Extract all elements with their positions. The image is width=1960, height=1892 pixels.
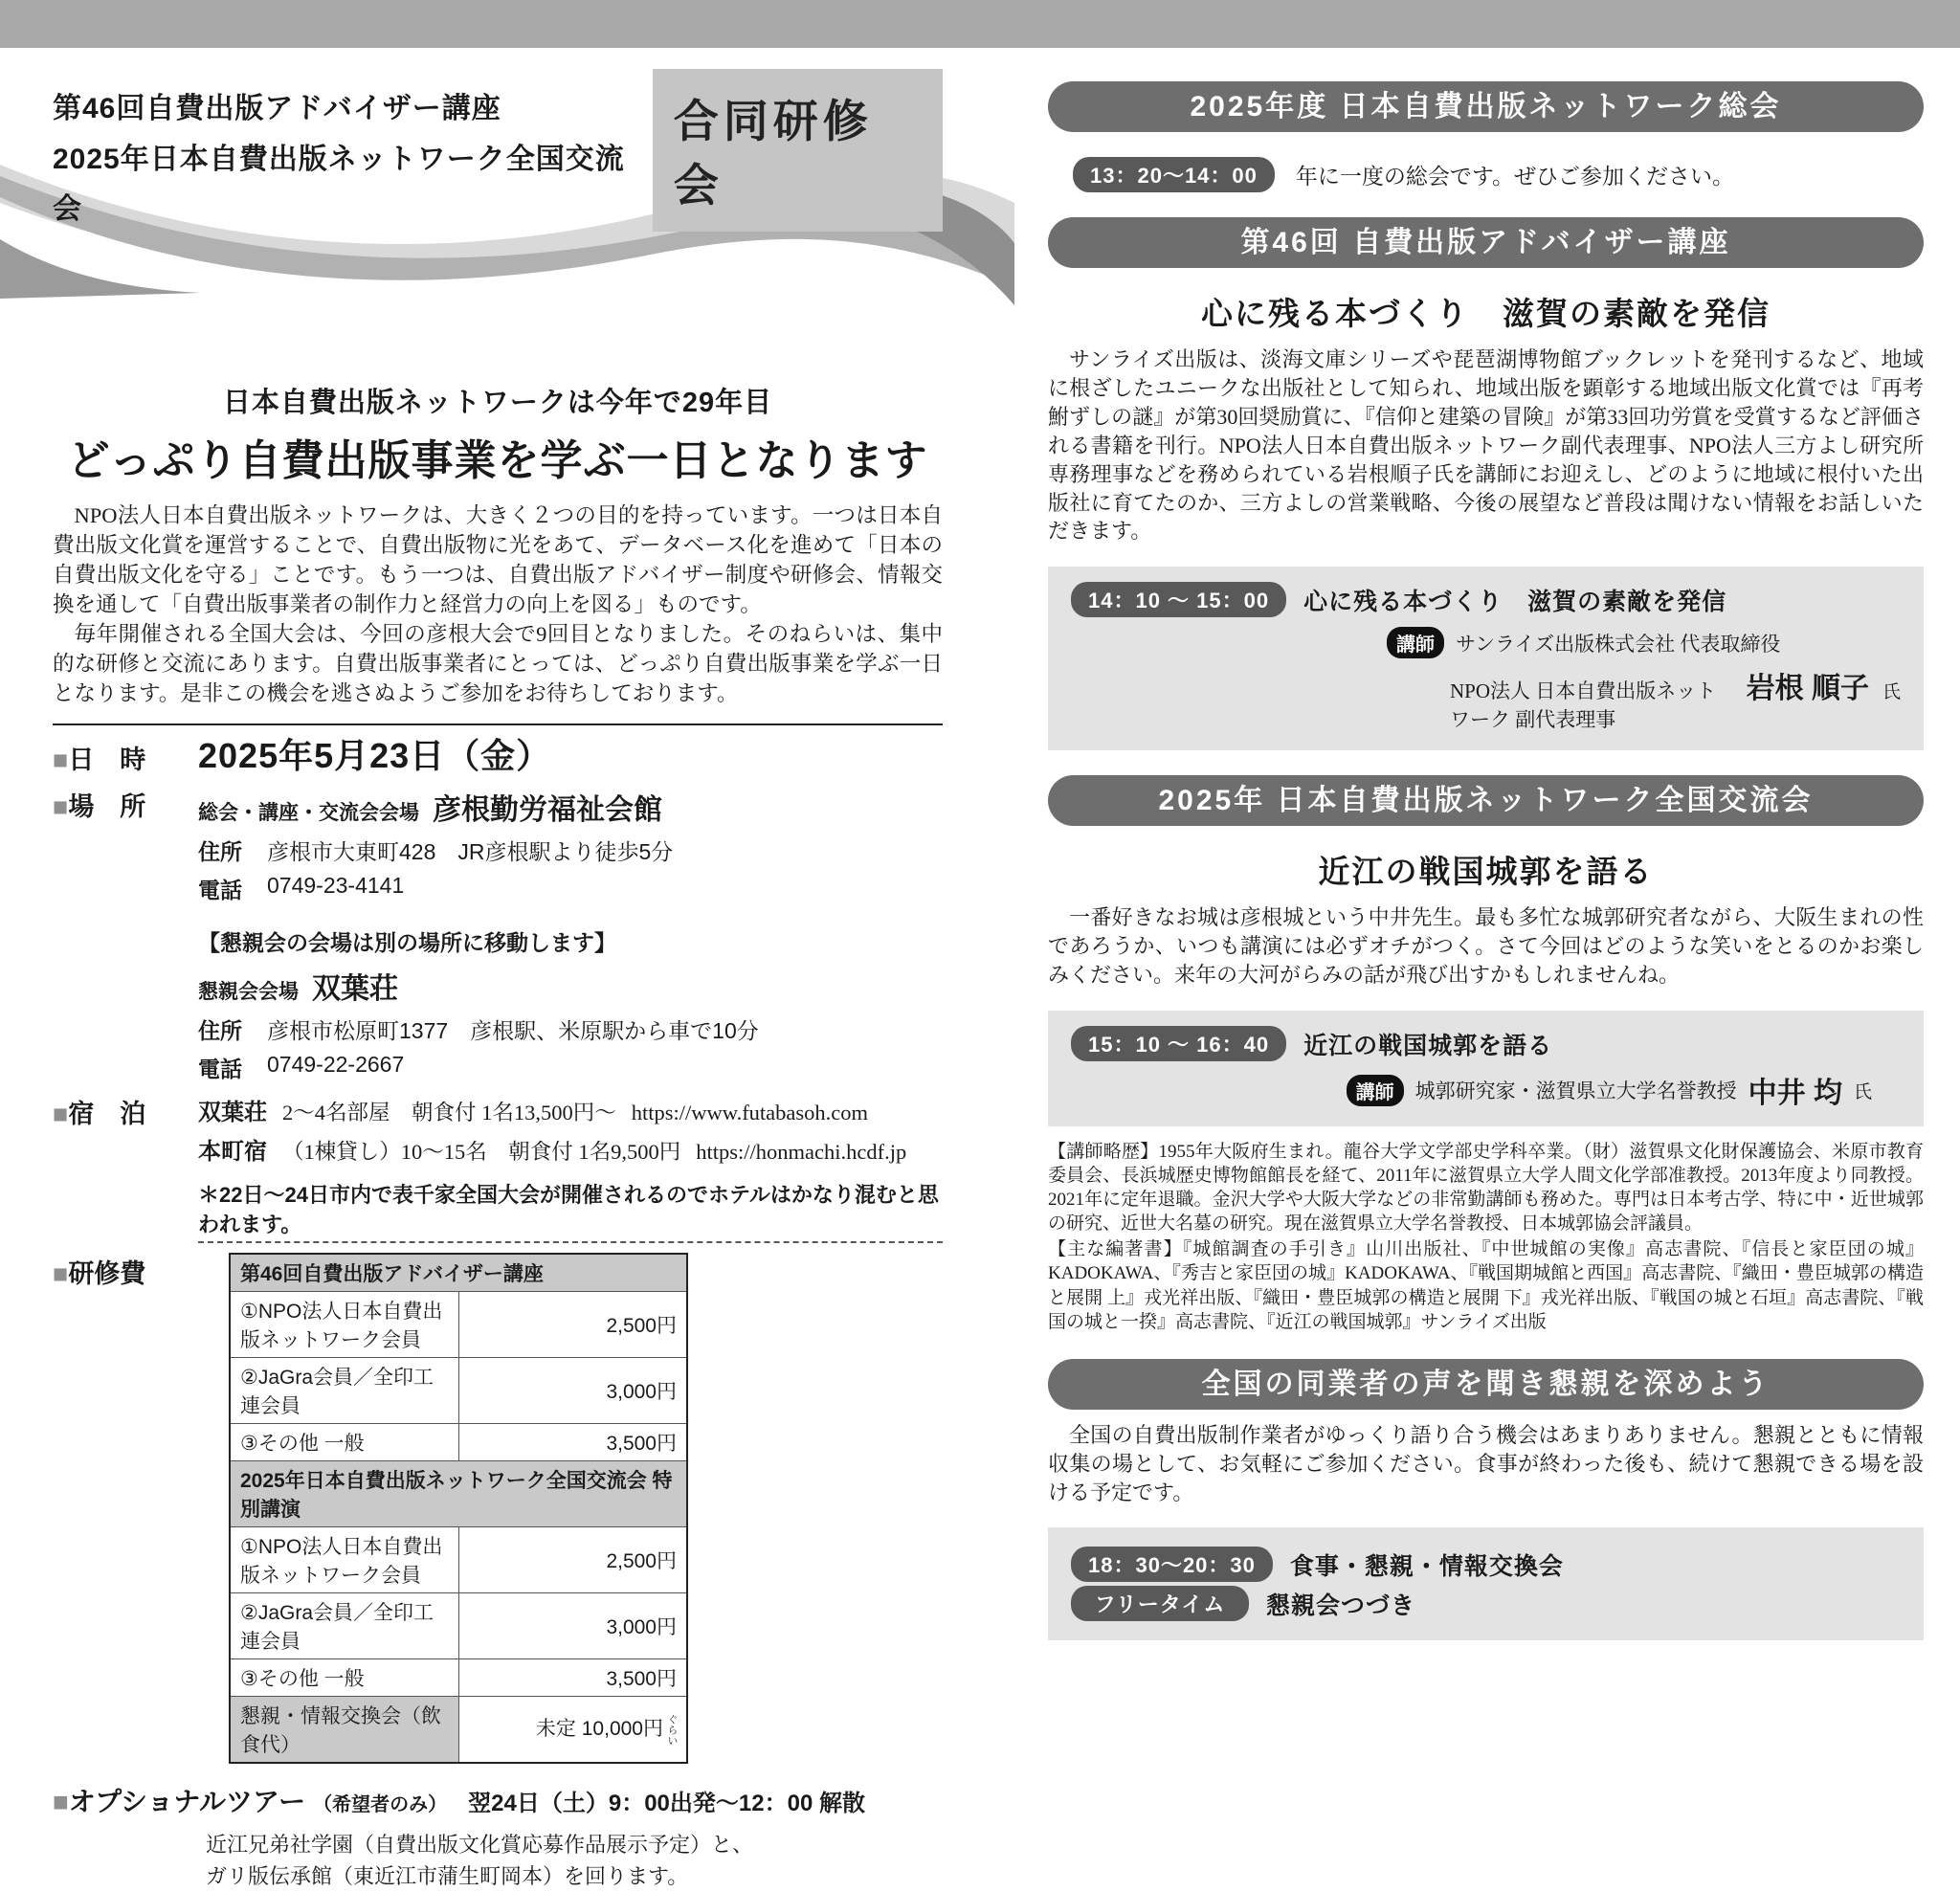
tour-description <box>206 1829 943 1892</box>
lecturer-badge: 講師 <box>1387 627 1444 658</box>
lodging-row <box>53 1093 943 1243</box>
lecturer-honorific: 氏 <box>1853 1081 1872 1102</box>
party-phone-line <box>198 1052 943 1083</box>
fee-section-header: 第46回自費出版アドバイザー講座 <box>230 1254 687 1292</box>
intro-paragraph-2: 毎年開催される全国大会は、今回の彦根大会で9回目となりました。そのねらいは、集中的な研修と交流にあります。自費出版事業者にとっては、どっぷり自費出版事業を学ぶ一日となります。是非この機会を逃さぬようご参加をお待ちしております。 <box>53 621 943 705</box>
tour-time: 翌24日（土）9：00出発～12：00 解散 <box>468 1790 865 1816</box>
exchange-schedule-box <box>1048 1011 1924 1126</box>
fee-item-price: 3,500円 <box>458 1423 687 1460</box>
place-label-text: 場 所 <box>68 791 146 821</box>
date-label-text: 日 時 <box>68 745 146 774</box>
lodging-detail-2: （1棟貸し）10～15名 朝食付 1名9,500円 <box>282 1139 681 1164</box>
place-label <box>53 786 198 1083</box>
lodging-label-text: 宿 泊 <box>68 1099 146 1128</box>
party-fee-price: 未定 10,000円 <box>535 1717 663 1740</box>
lecturer-bio: 【講師略歴】1955年大阪府生まれ。龍谷大学文学部史学科卒業。（財）滋賀県文化財保護協会、米原市教育委員会、長浜城歴史博物館館長を経て、2011年に滋賀県立大学人間文化学部准教授。2013年度より同教授。2021年に定年退職。金沢大学や大阪大学などの非常勤講師も務めた。専門は日本考古学、特に中・近世城郭の研究、近世大名墓の研究。現在滋賀県立大学名誉教授、日本城郭協会評議員。 <box>1048 1142 1924 1235</box>
fee-item-label: 懇親・情報交換会（飲食代） <box>230 1696 458 1763</box>
schedule-title: 食事・懇親・情報交換会 <box>1289 1552 1564 1580</box>
venue-name: 彦根勤労福祉会館 <box>433 793 662 826</box>
intro-block <box>53 381 943 487</box>
banner-national-exchange: 2025年 日本自費出版ネットワーク全国交流会 <box>1048 775 1924 826</box>
adviser-course-heading: 心に残る本づくり 滋賀の素敵を発信 <box>1201 296 1771 331</box>
square-marker-icon: ■ <box>53 1258 69 1288</box>
schedule-title-row <box>1071 1586 1901 1621</box>
fee-item-price <box>458 1696 687 1763</box>
venue-line <box>198 786 943 828</box>
venue-address-line <box>198 835 943 866</box>
table-row <box>230 1696 687 1763</box>
intro-main-title: どっぷり自費出版事業を学ぶ一日となります <box>67 436 928 484</box>
fees-table <box>229 1253 688 1764</box>
fee-item-label: ②JaGra会員／全印工連会員 <box>230 1592 458 1658</box>
venue-phone: 0749-23-4141 <box>267 872 405 898</box>
schedule-title: 近江の戦国城郭を語る <box>1303 1032 1553 1059</box>
fee-item-price: 3,000円 <box>458 1357 687 1423</box>
fees-label-text: 研修費 <box>68 1258 146 1288</box>
schedule-title: 懇親会つづき <box>1266 1592 1416 1619</box>
time-pill: 18：30～20：30 <box>1071 1547 1273 1582</box>
address-label: 住所 <box>198 1017 242 1043</box>
adviser-course-schedule-box <box>1048 567 1924 750</box>
lodging-line-2 <box>198 1132 943 1166</box>
lecturer-row <box>1071 1069 1872 1111</box>
time-pill: 15：10 ～ 16：40 <box>1071 1026 1286 1061</box>
social-schedule-box <box>1048 1527 1924 1640</box>
approx-note: ぐらい <box>666 1713 678 1746</box>
time-pill: 13：20～14：00 <box>1073 157 1275 192</box>
fee-item-label: ①NPO法人日本自費出版ネットワーク会員 <box>230 1526 458 1592</box>
table-row <box>230 1658 687 1696</box>
party-venue-caption: 懇親会会場 <box>198 980 299 1003</box>
top-gray-band <box>0 0 1960 48</box>
lecturer-badge: 講師 <box>1347 1075 1404 1106</box>
document-titles <box>53 59 653 235</box>
fees-row <box>53 1253 943 1764</box>
joint-seminar-badge: 合同研修会 <box>653 69 943 232</box>
table-row <box>230 1526 687 1592</box>
lecturer-row-2 <box>1450 664 1901 733</box>
fee-section-header: 2025年日本自費出版ネットワーク全国交流会 特別講演 <box>230 1460 687 1526</box>
fee-item-price: 2,500円 <box>458 1291 687 1357</box>
venue-address: 彦根市大東町428 JR彦根駅より徒歩5分 <box>267 838 674 864</box>
divider-rule <box>53 723 943 725</box>
phone-label: 電話 <box>198 1056 242 1081</box>
tour-label <box>53 1781 305 1819</box>
lodging-url-1[interactable]: https://www.futabasoh.com <box>631 1100 869 1124</box>
schedule-title-row <box>1071 582 1901 617</box>
schedule-title-row <box>1071 1547 1901 1582</box>
lecturer-affiliation-1: サンライズ出版株式会社 代表取締役 <box>1456 632 1781 656</box>
lecturer-name: 中井 均 <box>1748 1078 1842 1110</box>
party-venue-line <box>198 965 943 1007</box>
time-pill: 14：10 ～ 15：00 <box>1071 582 1286 617</box>
general-meeting-schedule <box>1073 157 1924 192</box>
table-row <box>230 1357 687 1423</box>
lecturer-works: 【主な編著書】『城館調査の手引き』山川出版社、『中世城館の実像』高志書院、『信長と家臣団の城』KADOKAWA、『秀吉と家臣団の城』KADOKAWA、『戦国期城館と西国』高志書院、『織田・豊臣城郭の構造と展開 上』戎光祥出版、『織田・豊臣城郭の構造と展開 下』戎光祥出版、『戦国の城と石垣』高志書院、『戦国の城と一揆』高志書院、『近江の戦国城郭』サンライズ出版 <box>1048 1239 1924 1332</box>
event-title-line2: 2025年日本自費出版ネットワーク全国交流会 <box>53 143 625 225</box>
party-phone: 0749-22-2667 <box>267 1051 405 1077</box>
place-row <box>53 786 943 1083</box>
optional-tour-row <box>53 1781 943 1892</box>
lodging-label <box>53 1093 198 1243</box>
lodging-name-1: 双葉荘 <box>198 1099 267 1125</box>
fee-item-label: ②JaGra会員／全印工連会員 <box>230 1357 458 1423</box>
adviser-course-paragraph: サンライズ出版は、淡海文庫シリーズや琵琶湖博物館ブックレットを発刊するなど、地域に根ざしたユニークな出版社として知られ、地域出版を顕彰する地域出版文化賞では『再考鮒ずしの謎』が第30回奨励賞に、『信仰と建築の冒険』が第33回功労賞を受賞するなど評価される書籍を刊行。NPO法人日本自費出版ネットワーク副代表理事、NPO法人三方よし研究所専務理事などを務められている岩根順子氏を講師にお迎えし、どのように地域に根付いた出版社に育てたのか、三方よしの営業戦略、今後の展望など普段は聞けない情報をお話しいただきます。 <box>1048 347 1924 544</box>
square-marker-icon: ■ <box>53 1099 69 1128</box>
lodging-line-1 <box>198 1093 943 1126</box>
lodging-name-2: 本町宿 <box>198 1138 267 1165</box>
fees-label <box>53 1253 198 1764</box>
party-venue-name: 双葉荘 <box>312 972 398 1005</box>
fee-item-label: ③その他 一般 <box>230 1658 458 1696</box>
lecturer-honorific: 氏 <box>1882 682 1901 703</box>
venue-phone-line <box>198 873 943 904</box>
party-address-line <box>198 1013 943 1045</box>
document-header <box>53 59 943 235</box>
exchange-paragraph: 一番好きなお城は彦根城という中井先生。最も多忙な城郭研究者ながら、大阪生まれの性であろうか、いつも講演には必ずオチがつく。さて今回はどのような笑いをとるのかお楽しみください。来年の大河がらみの話が飛び出すかもしれませんね。 <box>1048 905 1924 988</box>
lecturer-affiliation-2: NPO法人 日本自費出版ネットワーク 副代表理事 <box>1450 679 1717 732</box>
tour-sublabel: （希望者のみ） <box>313 1793 448 1815</box>
lecturer-affiliation: 城郭研究家・滋賀県立大学名誉教授 <box>1414 1080 1737 1103</box>
schedule-title: 心に残る本づくり 滋賀の素敵を発信 <box>1303 588 1727 615</box>
banner-adviser-course: 第46回 自費出版アドバイザー講座 <box>1048 217 1924 268</box>
square-marker-icon: ■ <box>53 1786 69 1816</box>
party-venue-notice: 【懇親会の会場は別の場所に移動します】 <box>198 929 616 955</box>
optional-tour-heading <box>53 1781 943 1819</box>
table-row <box>230 1254 687 1292</box>
venue-caption: 総会・講座・交流会会場 <box>198 801 419 824</box>
schedule-title-row <box>1071 1026 1901 1061</box>
table-row <box>230 1460 687 1526</box>
fee-item-price: 2,500円 <box>458 1526 687 1592</box>
lodging-detail-1: 2～4名部屋 朝食付 1名13,500円～ <box>282 1100 616 1124</box>
tour-label-text: オプショナルツアー <box>68 1786 306 1816</box>
lecturer-name: 岩根 順子 <box>1746 673 1869 705</box>
time-pill: フリータイム <box>1071 1586 1249 1621</box>
intro-paragraph-1: NPO法人日本自費出版ネットワークは、大きく２つの目的を持っています。一つは日本自費出版文化賞を運営することで、自費出版物に光をあて、データベース化を進めて「日本の自費出版文化を守る」ことです。もう一つは、自費出版アドバイザー制度や研修会、情報交換を通して「自費出版事業者の制作力と経営力の向上を図る」ものです。 <box>53 502 943 616</box>
tour-line-2: ガリ版伝承館（東近江市蒲生町岡本）を回ります。 <box>206 1863 689 1888</box>
tour-line-1: 近江兄弟社学園（自費出版文化賞応募作品展示予定）と、 <box>206 1832 754 1857</box>
social-paragraph: 全国の自費出版制作業者がゆっくり語り合う機会はあまりありません。懇親とともに情報収集の場として、お気軽にご参加ください。食事が終わった後も、続けて懇親できる場を設ける予定です。 <box>1048 1422 1924 1504</box>
fee-item-price: 3,500円 <box>458 1658 687 1696</box>
left-page <box>53 59 943 1892</box>
address-label: 住所 <box>198 838 242 864</box>
table-row <box>230 1423 687 1460</box>
lecturer-block <box>1387 627 1901 733</box>
lecturer-row <box>1387 627 1901 658</box>
exchange-heading: 近江の戦国城郭を語る <box>1318 854 1654 890</box>
hotel-congestion-note: ＊22日～24日市内で表千家全国大会が開催されるのでホテルはかなり混むと思われます。 <box>198 1179 943 1243</box>
banner-social-gathering: 全国の同業者の声を聞き懇親を深めよう <box>1048 1359 1924 1410</box>
right-page <box>1048 81 1924 1640</box>
table-row <box>230 1291 687 1357</box>
lodging-url-2[interactable]: https://honmachi.hcdf.jp <box>696 1139 907 1164</box>
party-address: 彦根市松原町1377 彦根駅、米原駅から車で10分 <box>267 1017 759 1043</box>
intro-kicker: 日本自費出版ネットワークは今年で29年目 <box>222 387 773 418</box>
schedule-text: 年に一度の総会です。ぜひご参加ください。 <box>1295 165 1735 189</box>
intro-paragraphs <box>53 501 943 708</box>
square-marker-icon: ■ <box>53 745 69 774</box>
fee-item-price: 3,000円 <box>458 1592 687 1658</box>
phone-label: 電話 <box>198 877 242 902</box>
date-row <box>53 735 943 776</box>
square-marker-icon: ■ <box>53 791 69 821</box>
event-date: 2025年5月23日（金） <box>198 735 552 775</box>
fee-item-label: ①NPO法人日本自費出版ネットワーク会員 <box>230 1291 458 1357</box>
date-label <box>53 739 198 776</box>
event-title-line1: 第46回自費出版アドバイザー講座 <box>53 93 501 124</box>
table-row <box>230 1592 687 1658</box>
banner-general-meeting: 2025年度 日本自費出版ネットワーク総会 <box>1048 81 1924 132</box>
fee-item-label: ③その他 一般 <box>230 1423 458 1460</box>
